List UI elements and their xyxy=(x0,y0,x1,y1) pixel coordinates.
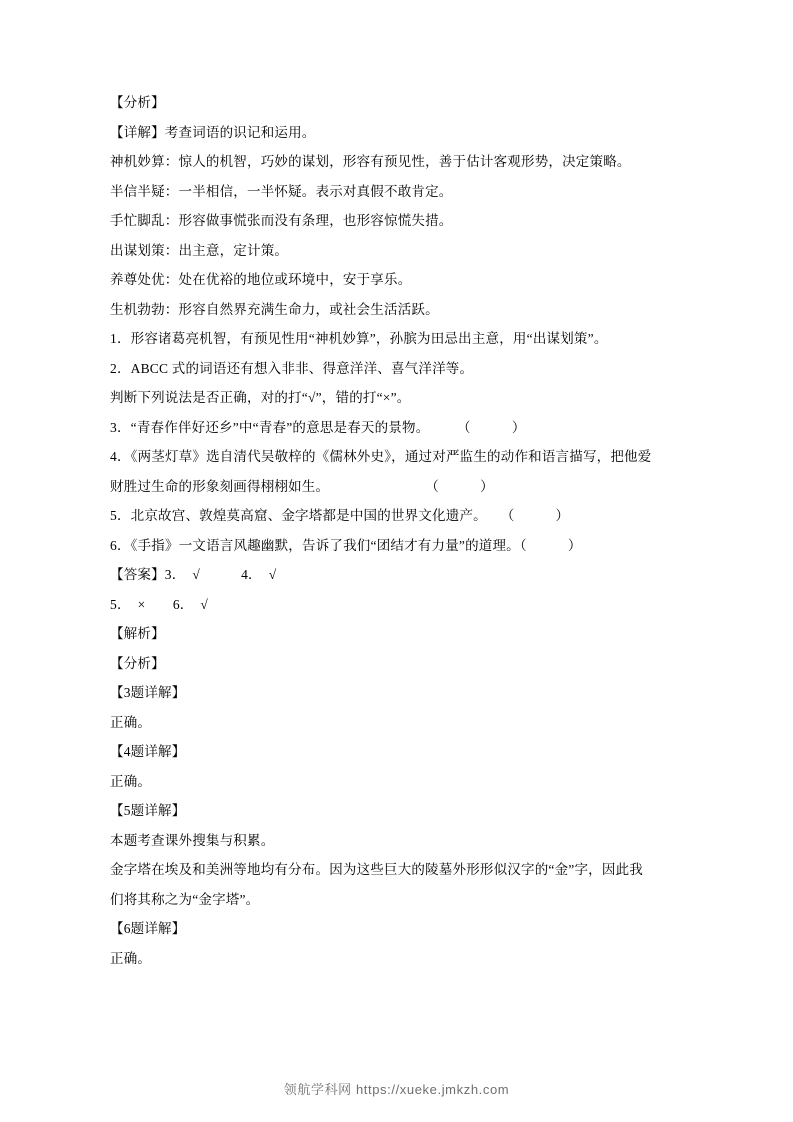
doc-line: 5．北京故宫、敦煌莫高窟、金字塔都是中国的世界文化遗产。 （ ） xyxy=(110,508,570,523)
doc-line: 出谋划策：出主意，定计策。 xyxy=(110,242,289,258)
page-footer xyxy=(0,1079,793,1098)
doc-line: 判断下列说法是否正确，对的打“√”，错的打“×”。 xyxy=(110,390,411,405)
doc-line: 半信半疑：一半相信，一半怀疑。表示对真假不敢肯定。 xyxy=(110,183,453,199)
doc-line: 【3题详解】 xyxy=(110,685,186,700)
doc-line: 神机妙算：惊人的机智，巧妙的谋划，形容有预见性，善于估计客观形势，决定策略。 xyxy=(110,154,631,169)
doc-line: 生机勃勃：形容自然界充满生命力，或社会生活活跃。 xyxy=(110,301,439,317)
doc-line: 正确。 xyxy=(110,950,152,966)
doc-line: 【4题详解】 xyxy=(110,744,186,759)
doc-line: 3．“青春作伴好还乡”中“青春”的意思是春天的景物。 （ ） xyxy=(110,419,526,435)
doc-line: 【分析】 xyxy=(110,655,165,671)
doc-line: 5． × 6． √ xyxy=(110,596,209,612)
doc-line: 【详解】考查词语的识记和运用。 xyxy=(110,124,316,140)
doc-line: 【6题详解】 xyxy=(110,921,186,936)
doc-line: 金字塔在埃及和美洲等地均有分布。因为这些巨大的陵墓外形形似汉字的“金”字，因此我 xyxy=(110,862,643,877)
doc-line: 【5题详解】 xyxy=(110,803,186,818)
doc-line: 6．《手指》一文语言风趣幽默，告诉了我们“团结才有力量”的道理。（ ） xyxy=(110,537,582,553)
doc-line: 【答案】3． √ 4． √ xyxy=(110,567,277,582)
doc-line: 【分析】 xyxy=(110,95,165,110)
doc-line: 1．形容诸葛亮机智，有预见性用“神机妙算”，孙膑为田忌出主意，用“出谋划策”。 xyxy=(110,331,608,346)
doc-line: 【解析】 xyxy=(110,626,165,641)
footer-watermark: 领航学科网 https://xueke.jmkzh.com xyxy=(283,1082,510,1097)
doc-line: 手忙脚乱：形容做事慌张而没有条理，也形容惊慌失措。 xyxy=(110,213,453,228)
doc-line: 养尊处优：处在优裕的地位或环境中，安于享乐。 xyxy=(110,272,412,287)
doc-line: 4．《两茎灯草》选自清代吴敬梓的《儒林外史》，通过对严监生的动作和语言描写，把他爱 xyxy=(110,449,652,464)
document-body xyxy=(110,88,683,973)
doc-line: 正确。 xyxy=(110,773,152,789)
doc-line: 们将其称之为“金字塔”。 xyxy=(110,891,260,907)
doc-line: 财胜过生命的形象刻画得栩栩如生。 （ ） xyxy=(110,478,494,494)
doc-line: 正确。 xyxy=(110,714,152,730)
doc-line: 本题考查课外搜集与积累。 xyxy=(110,832,275,848)
doc-line: 2．ABCC 式的词语还有想入非非、得意洋洋、喜气洋洋等。 xyxy=(110,360,474,376)
